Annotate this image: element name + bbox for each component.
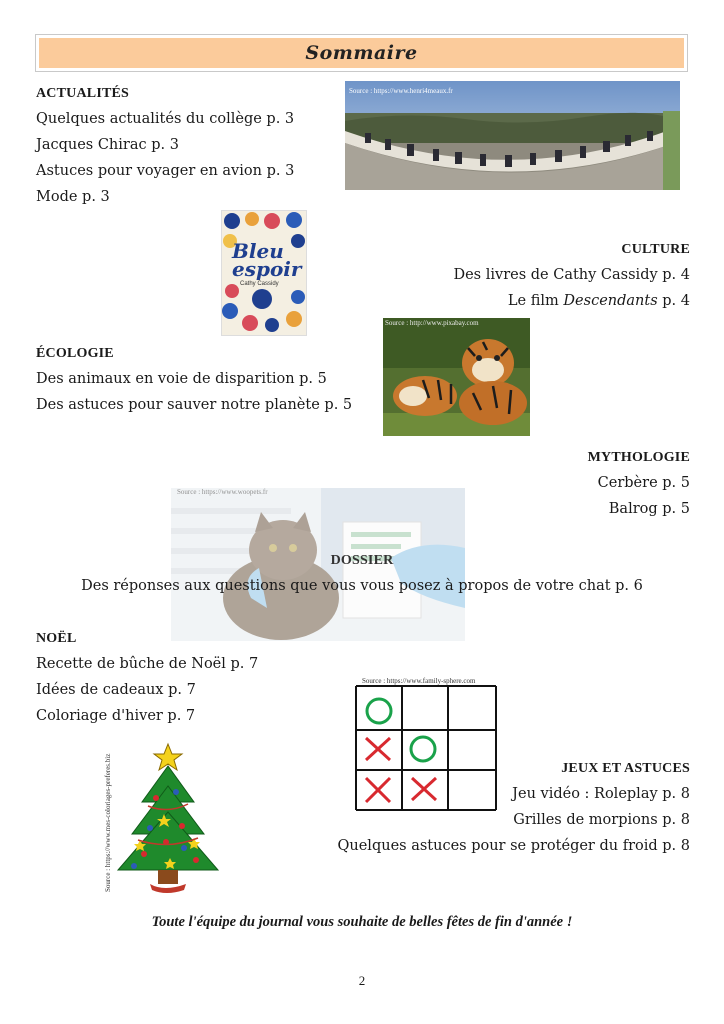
jeux-item[interactable]: Jeu vidéo : Roleplay p. 8	[512, 786, 690, 802]
book-author: Cathy Cassidy	[240, 281, 279, 287]
tigers-photo	[383, 318, 530, 436]
noel-item[interactable]: Coloriage d'hiver p. 7	[36, 708, 196, 724]
mythologie-heading: MYTHOLOGIE	[587, 450, 690, 465]
tigers-image	[383, 318, 530, 436]
actualites-item[interactable]: Astuces pour voyager en avion p. 3	[36, 163, 295, 179]
jeux-heading: JEUX ET ASTUCES	[561, 761, 690, 776]
panorama-image	[345, 81, 680, 190]
page-title: Sommaire	[39, 38, 684, 68]
footer-message: Toute l'équipe du journal vous souhaite de belles fêtes de fin d'année !	[151, 914, 573, 930]
culture-heading: CULTURE	[621, 242, 690, 257]
ecologie-item[interactable]: Des animaux en voie de disparition p. 5	[36, 371, 327, 387]
page-number: 2	[358, 973, 366, 988]
tic-tac-toe-grid	[352, 678, 500, 813]
dossier-item[interactable]: Des réponses aux questions que vous vous posez à propos de votre chat p. 6	[81, 578, 643, 594]
photo-source-label: Source : https://www.woopets.fr	[177, 488, 268, 496]
mythologie-item[interactable]: Cerbère p. 5	[597, 475, 690, 491]
dossier-heading: DOSSIER	[330, 553, 394, 568]
film-suffix: p. 4	[657, 293, 690, 309]
culture-item-film[interactable]	[508, 293, 690, 309]
book-title-line-1: Bleu	[232, 239, 284, 263]
actualites-item[interactable]: Mode p. 3	[36, 189, 110, 205]
actualites-item[interactable]: Quelques actualités du collège p. 3	[36, 111, 295, 127]
book-cover-bleu-espoir	[221, 210, 307, 336]
actualites-heading: ACTUALITÉS	[36, 86, 130, 101]
noel-heading: NOËL	[36, 631, 77, 646]
ecologie-item[interactable]: Des astuces pour sauver notre planète p. 5	[36, 397, 353, 413]
actualites-item[interactable]: Jacques Chirac p. 3	[36, 137, 179, 153]
title-bar	[35, 34, 688, 72]
jeux-item[interactable]: Grilles de morpions p. 8	[513, 812, 690, 828]
tree-source-label: Source : https://www.mes-coloriages-preferes.biz	[104, 753, 112, 892]
film-title: Descendants	[563, 293, 658, 309]
book-title-line-2: espoir	[232, 257, 302, 281]
christmas-tree-image	[104, 742, 228, 894]
culture-item[interactable]: Des livres de Cathy Cassidy p. 4	[453, 267, 690, 283]
photo-source-label: Source : http://www.pixabay.com	[385, 319, 479, 327]
ecologie-heading: ÉCOLOGIE	[36, 346, 114, 361]
jeux-item[interactable]: Quelques astuces pour se protéger du froid p. 8	[337, 838, 690, 854]
film-prefix: Le film	[507, 293, 564, 309]
christmas-tree-icon	[104, 742, 228, 894]
mythologie-item[interactable]: Balrog p. 5	[608, 501, 690, 517]
noel-item[interactable]: Recette de bûche de Noël p. 7	[36, 656, 259, 672]
photo-source-label: Source : https://www.henri4meaux.fr	[349, 87, 453, 95]
college-panorama-photo	[345, 81, 680, 190]
tic-tac-toe-image	[352, 678, 500, 813]
noel-item[interactable]: Idées de cadeaux p. 7	[36, 682, 196, 698]
photo-source-label: Source : https://www.family-sphere.com	[362, 677, 476, 685]
